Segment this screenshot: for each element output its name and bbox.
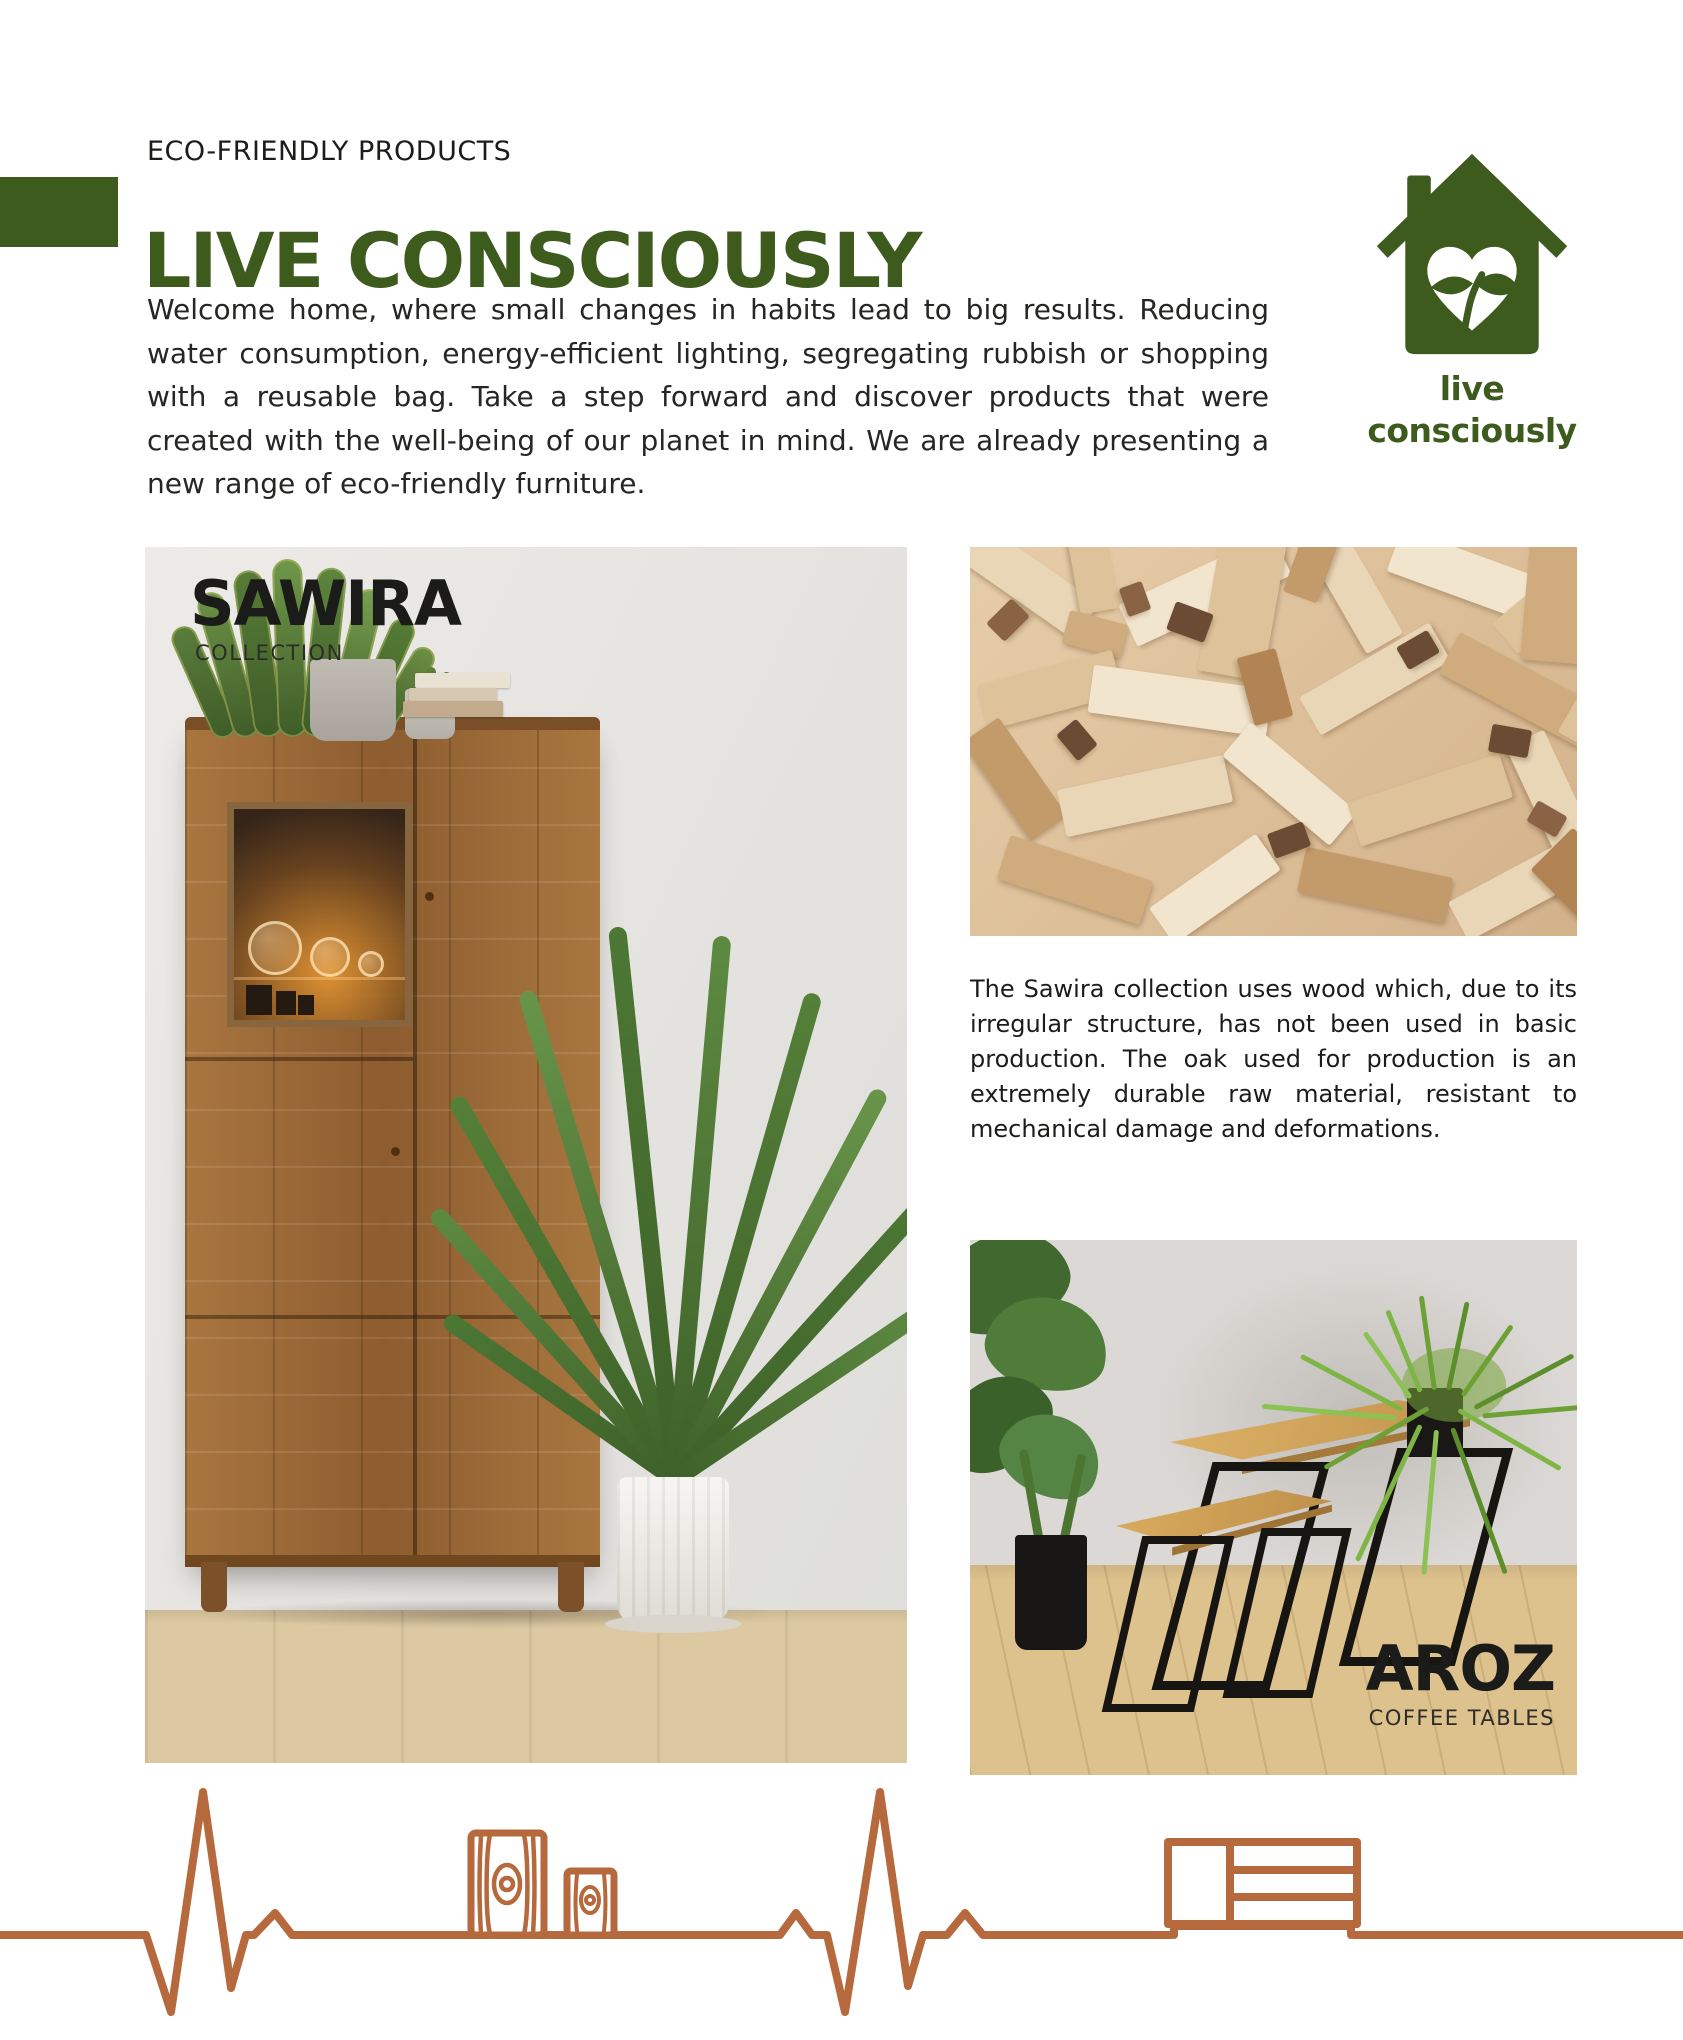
plant-strand [1450, 1427, 1508, 1574]
palm-pot [617, 1477, 729, 1625]
book [298, 995, 314, 1015]
plant-strand [1385, 1309, 1423, 1392]
page-title: LIVE CONSCIOUSLY [143, 215, 921, 305]
badge-caption-line2: consciously [1367, 411, 1577, 450]
glass-cup [358, 951, 384, 977]
wood-floor [145, 1610, 907, 1763]
wood-piece [1347, 753, 1513, 846]
plant-strand [1460, 1324, 1513, 1397]
plant-strand [1262, 1404, 1397, 1421]
aroz-title: AROZ [1365, 1632, 1555, 1705]
plant-strand [1482, 1401, 1577, 1418]
wood-piece [1149, 834, 1281, 936]
cabinet-door-seam [413, 733, 417, 1561]
sawira-label [190, 567, 462, 665]
glass-vase [248, 921, 302, 975]
sawira-description: The Sawira collection uses wood which, due to its irregular structure, has not been used in basic production. The oak used for production is an extremely durable raw material, resistant to mechanical damage and deformations. [970, 975, 1577, 1143]
wood-piece [1297, 847, 1453, 923]
book [276, 991, 296, 1015]
palm-plant [475, 787, 895, 1487]
wood-piece [997, 835, 1154, 925]
wood-plank-icon [471, 1833, 544, 1935]
aroz-product-photo [970, 1240, 1577, 1775]
eyebrow-label: ECO-FRIENDLY PRODUCTS [147, 136, 512, 167]
plant-strand [1446, 1301, 1470, 1390]
wood-piece [970, 717, 1067, 841]
stacked-book [409, 688, 497, 701]
eco-badge [1358, 150, 1586, 452]
aroz-subtitle: COFFEE TABLES [1368, 1706, 1555, 1730]
wood-plank-icon-small [567, 1871, 614, 1935]
palm-saucer [605, 1615, 741, 1633]
door-knob [425, 892, 434, 901]
heartbeat-line-graphic [0, 1770, 1683, 2040]
sideboard-icon [1168, 1842, 1357, 1935]
plant-strand [1419, 1296, 1437, 1391]
house-heart-sprout-icon [1372, 150, 1572, 358]
intro-paragraph: Welcome home, where small changes in habits lead to big results. Reducing water consumption, energy-efficient lighting, segregating rubbish or shopping with a reusable bag. Take a step forward and discover products that were created with the well-being of our planet in mind. We are already presenting a new range of eco-friendly furniture. [147, 293, 1269, 500]
sawira-product-photo [145, 547, 907, 1763]
drawer-knob [391, 1147, 400, 1156]
cabinet-drawer-seam [185, 1057, 413, 1061]
wood-piece [1057, 755, 1233, 837]
wood-piece [1062, 610, 1129, 658]
badge-caption [1358, 368, 1586, 452]
cabinet-leg [201, 1562, 227, 1612]
plant-strand [1457, 1408, 1562, 1471]
glass-shelf [234, 977, 405, 980]
green-accent-block [0, 177, 118, 247]
badge-caption-line1: live [1439, 369, 1505, 408]
wood-offcuts-photo [970, 547, 1577, 936]
wood-piece [1488, 724, 1532, 759]
stacked-book [403, 701, 503, 717]
glass-vase [310, 937, 350, 977]
stacked-book [415, 673, 510, 688]
plant-strand [1421, 1430, 1439, 1575]
cabinet-bottom-rail [185, 1555, 600, 1567]
sawira-subtitle: COLLECTION [195, 641, 344, 665]
book [246, 985, 272, 1015]
cabinet-glass-display [227, 802, 412, 1027]
wood-piece [1056, 719, 1098, 762]
wood-piece [1520, 547, 1577, 664]
aroz-label [1365, 1632, 1555, 1730]
plant-pot [310, 659, 396, 741]
sawira-title: SAWIRA [190, 567, 462, 640]
cabinet-leg [558, 1562, 584, 1612]
